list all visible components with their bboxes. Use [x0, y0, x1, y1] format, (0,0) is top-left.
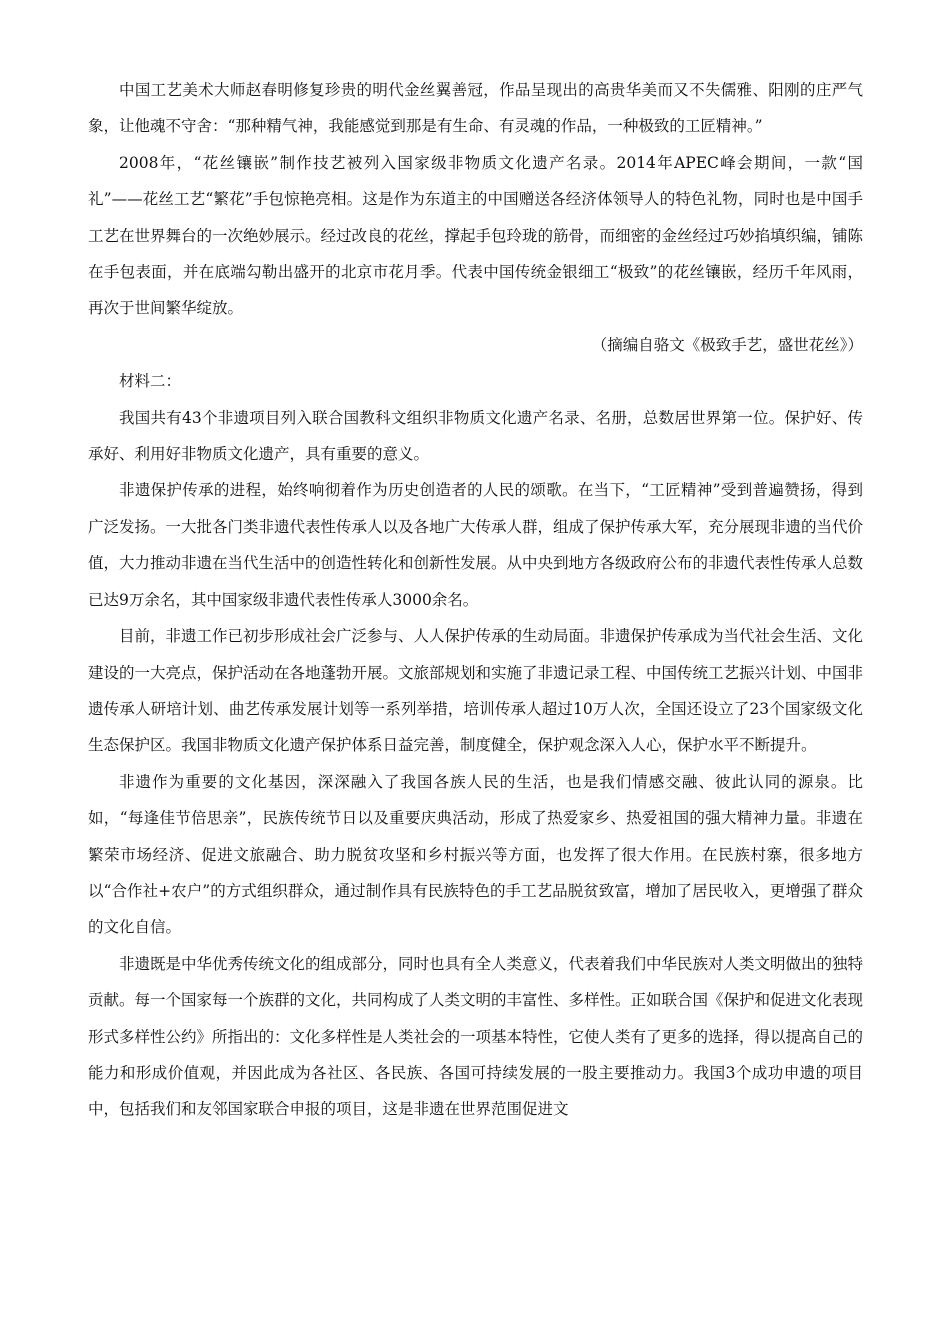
- paragraph: 中国工艺美术大师赵春明修复珍贵的明代金丝翼善冠，作品呈现出的高贵华美而又不失儒雅、阳刚的庄严气象，让他魂不守舍：“那种精气神，我能感觉到那是有生命、有灵魂的作品，一种极致的工匠精神。”: [88, 81, 863, 136]
- source-attribution: （摘编自骆文《极致手艺，盛世花丝》）: [591, 335, 863, 354]
- section-heading: 材料二：: [119, 372, 182, 391]
- paragraph: 非遗保护传承的进程，始终响彻着作为历史创造者的人民的颂歌。在当下，“工匠精神”受到普遍赞扬，得到广泛发扬。一大批各门类非遗代表性传承人以及各地广大传承人群，组成了保护传承大军，充分展现非遗的当代价值，大力推动非遗在当代生活中的创造性转化和创新性发展。从中央到地方各级政府公布的非遗代表性传承人总数已达9万余名，其中国家级非遗代表性传承人3000余名。: [88, 481, 864, 609]
- paragraph: 2008年，“花丝镶嵌”制作技艺被列入国家级非物质文化遗产名录。2014年APEC峰会期间，一款“国礼”——花丝工艺“繁花”手包惊艳亮相。这是作为东道主的中国赠送各经济体领导人的特色礼物，同时也是中国手工艺在世界舞台的一次绝妙展示。经过改良的花丝，撑起手包玲珑的筋骨，而细密的金丝经过巧妙掐填织编，铺陈在手包表面，并在底端勾勒出盛开的北京市花月季。代表中国传统金银细工“极致”的花丝镶嵌，经历千年风雨，再次于世间繁华绽放。: [88, 153, 864, 318]
- paragraph: 非遗既是中华优秀传统文化的组成部分，同时也具有全人类意义，代表着我们中华民族对人类文明做出的独特贡献。每一个国家每一个族群的文化，共同构成了人类文明的丰富性、多样性。正如联合国《保护和促进文化表现形式多样性公约》所指出的：文化多样性是人类社会的一项基本特性，它使人类有了更多的选择，得以提高自己的能力和形成价值观，并因此成为各社区、各民族、各国可持续发展的一股主要推动力。我国3个成功申遗的项目中，包括我们和友邻国家联合申报的项目，这是非遗在世界范围促进文: [88, 954, 864, 1119]
- document-page: [88, 72, 863, 1128]
- paragraph: 目前，非遗工作已初步形成社会广泛参与、人人保护传承的生动局面。非遗保护传承成为当代社会生活、文化建设的一大亮点，保护活动在各地蓬勃开展。文旅部规划和实施了非遗记录工程、中国传统工艺振兴计划、中国非遗传承人研培计划、曲艺传承发展计划等一系列举措，培训传承人超过10万人次，全国还设立了23个国家级文化生态保护区。我国非物质文化遗产保护体系日益完善，制度健全，保护观念深入人心，保护水平不断提升。: [88, 627, 864, 755]
- paragraph: 非遗作为重要的文化基因，深深融入了我国各族人民的生活，也是我们情感交融、彼此认同的源泉。比如，“每逢佳节倍思亲”，民族传统节日以及重要庆典活动，形成了热爱家乡、热爱祖国的强大精神力量。非遗在繁荣市场经济、促进文旅融合、助力脱贫攻坚和乡村振兴等方面，也发挥了很大作用。在民族村寨，很多地方以“合作社+农户”的方式组织群众，通过制作具有民族特色的手工艺品脱贫致富，增加了居民收入，更增强了群众的文化自信。: [88, 772, 863, 937]
- paragraph: 我国共有43个非遗项目列入联合国教科文组织非物质文化遗产名录、名册，总数居世界第一位。保护好、传承好、利用好非物质文化遗产，具有重要的意义。: [88, 408, 863, 464]
